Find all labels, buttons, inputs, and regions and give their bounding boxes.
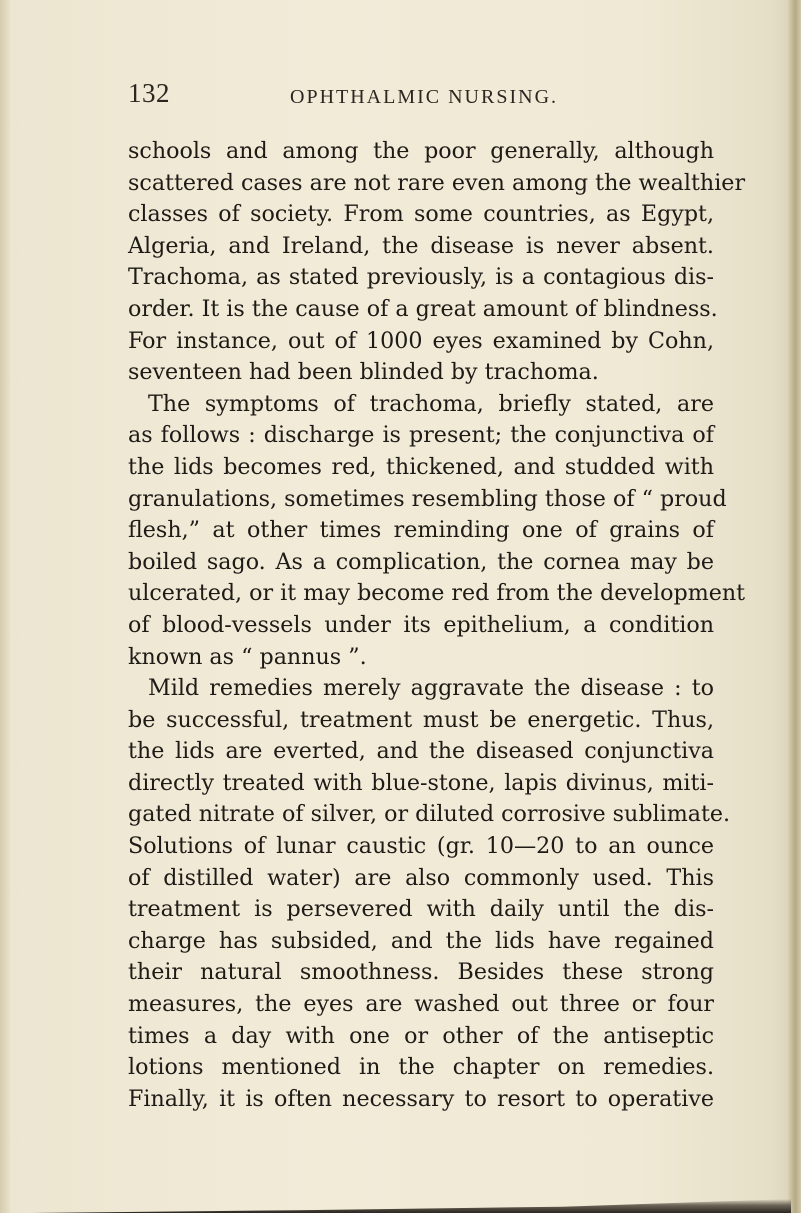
text-line: Mild remedies merely aggravate the disease : to bbox=[148, 675, 714, 702]
running-head: OPHTHALMIC NURSING. bbox=[290, 86, 559, 108]
text-line: treatment is persevered with daily until the dis- bbox=[128, 896, 714, 923]
text-line: be successful, treatment must be energetic. Thus, bbox=[128, 706, 714, 733]
page-left-edge bbox=[0, 0, 10, 1213]
book-binding-edge bbox=[787, 0, 801, 1213]
text-line: seventeen had been blinded by trachoma. bbox=[128, 359, 599, 386]
text-line: the lids are everted, and the diseased conjunctiva bbox=[128, 738, 714, 765]
text-line: Trachoma, as stated previously, is a contagious dis- bbox=[128, 264, 714, 291]
text-line: times a day with one or other of the antiseptic bbox=[128, 1022, 714, 1049]
body-text bbox=[128, 136, 746, 1115]
text-line: known as “ pannus ”. bbox=[128, 643, 367, 670]
text-line: For instance, out of 1000 eyes examined by Cohn, bbox=[128, 327, 714, 354]
text-line: measures, the eyes are washed out three or four bbox=[128, 991, 714, 1018]
text-line: Finally, it is often necessary to resort to operative bbox=[128, 1085, 714, 1112]
text-line: lotions mentioned in the chapter on remedies. bbox=[128, 1054, 714, 1081]
text-line: schools and among the poor generally, although bbox=[128, 138, 714, 164]
text-line: Algeria, and Ireland, the disease is never absent. bbox=[128, 232, 714, 259]
text-line: flesh,” at other times reminding one of grains of bbox=[128, 517, 714, 544]
text-line: The symptoms of trachoma, briefly stated, are bbox=[148, 390, 714, 417]
text-line: charge has subsided, and the lids have regained bbox=[128, 927, 714, 954]
text-line: boiled sago. As a complication, the cornea may be bbox=[128, 548, 714, 575]
text-line: gated nitrate of silver, or diluted corrosive sublimate. bbox=[128, 801, 731, 828]
text-line: the lids becomes red, thickened, and studded with bbox=[128, 453, 714, 480]
text-line: as follows : discharge is present; the conjunctiva of bbox=[128, 422, 714, 449]
text-line: of distilled water) are also commonly used. This bbox=[128, 864, 714, 891]
page-number: 132 bbox=[128, 78, 170, 108]
text-line: order. It is the cause of a great amount of blindness. bbox=[128, 295, 718, 322]
text-line: scattered cases are not rare even among the wealthier bbox=[128, 169, 746, 196]
text-line: ulcerated, or it may become red from the development bbox=[128, 580, 746, 607]
text-line: their natural smoothness. Besides these strong bbox=[128, 959, 714, 986]
page-header bbox=[128, 78, 708, 112]
text-line: granulations, sometimes resembling those of “ proud bbox=[128, 485, 727, 512]
text-line: Solutions of lunar caustic (gr. 10—20 to an ounce bbox=[128, 833, 714, 860]
text-line: directly treated with blue-stone, lapis divinus, miti- bbox=[128, 769, 714, 796]
page-bottom-shadow bbox=[30, 1199, 791, 1213]
text-line: of blood-vessels under its epithelium, a condition bbox=[128, 611, 714, 638]
text-line: classes of society. From some countries, as Egypt, bbox=[128, 201, 714, 228]
